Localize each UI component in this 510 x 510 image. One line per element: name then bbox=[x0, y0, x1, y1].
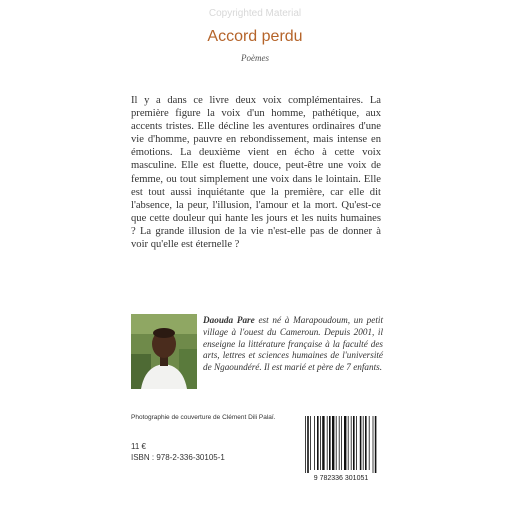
barcode-number: 9 782336 301051 bbox=[313, 475, 369, 482]
barcode-icon bbox=[299, 414, 383, 482]
barcode-bar bbox=[327, 416, 328, 470]
barcode-bar bbox=[365, 416, 367, 470]
barcode-bar bbox=[332, 416, 334, 470]
barcode-bar bbox=[344, 416, 346, 470]
barcode-bar bbox=[314, 416, 315, 470]
barcode-bar bbox=[369, 416, 370, 470]
barcode-bar bbox=[363, 416, 364, 470]
author-photo-image bbox=[131, 314, 197, 389]
book-title: Accord perdu bbox=[207, 28, 303, 45]
book-subtitle: Poèmes bbox=[241, 53, 269, 63]
back-cover-blurb: Il y a dans ce livre deux voix complémentaires. La première figure la voix d'un homme, pathétique, aux accents tristes. Elle décline les aventures ordinaires d'une vie d'homme, pauvre en rebondissement, mais intense en émotions. La deuxième vient en écho à cette voix masculine. Elle est fluette, douce, peut-être une voix de femme, ou tout simplement une voix dans le lointain. Elle est tout aussi inquiétante que la première, car elle dit l'absence, la peur, l'illusion, l'amour et la mort. Qu'est-ce que cette douleur qui hante les jours et les nuits humaines ? La grande illusion de la vie n'est-elle pas de donner à voir qu'elle est éternelle ? bbox=[131, 95, 381, 251]
barcode-bar bbox=[329, 416, 331, 470]
barcode-bar bbox=[360, 416, 362, 470]
barcode-bar bbox=[356, 416, 357, 470]
barcode-bar bbox=[320, 416, 321, 470]
barcode-bar bbox=[348, 416, 349, 470]
barcode-bar bbox=[339, 416, 340, 470]
barcode-bar bbox=[373, 416, 374, 473]
barcode-bar bbox=[375, 416, 377, 473]
author-bio-text: est né à Marapoudoum, un petit village à l'ouest du Cameroun. Depuis 2001, il enseigne la littérature française à la faculté des arts, lettres et sciences humaines de l'université de Ngaoundéré. Il est marié et père de 7 enfants. bbox=[203, 315, 383, 373]
cover-photo-credit: Photographie de couverture de Clément Dili Palaï. bbox=[131, 414, 276, 421]
barcode-bar bbox=[322, 416, 324, 470]
barcode-bar bbox=[351, 416, 352, 470]
author-photo bbox=[131, 314, 197, 389]
barcode bbox=[299, 414, 383, 482]
price: 11 € bbox=[131, 442, 146, 451]
author-bio bbox=[203, 315, 383, 374]
barcode-bar bbox=[353, 416, 355, 470]
isbn: ISBN : 978-2-336-30105-1 bbox=[131, 453, 225, 462]
author-name: Daouda Pare bbox=[203, 315, 255, 325]
barcode-bar bbox=[305, 416, 306, 473]
barcode-bar bbox=[336, 416, 337, 470]
barcode-bar bbox=[317, 416, 319, 470]
copyright-watermark: Copyrighted Material bbox=[208, 8, 302, 19]
barcode-bar bbox=[310, 416, 311, 470]
barcode-bar bbox=[341, 416, 342, 470]
barcode-bar bbox=[307, 416, 309, 473]
